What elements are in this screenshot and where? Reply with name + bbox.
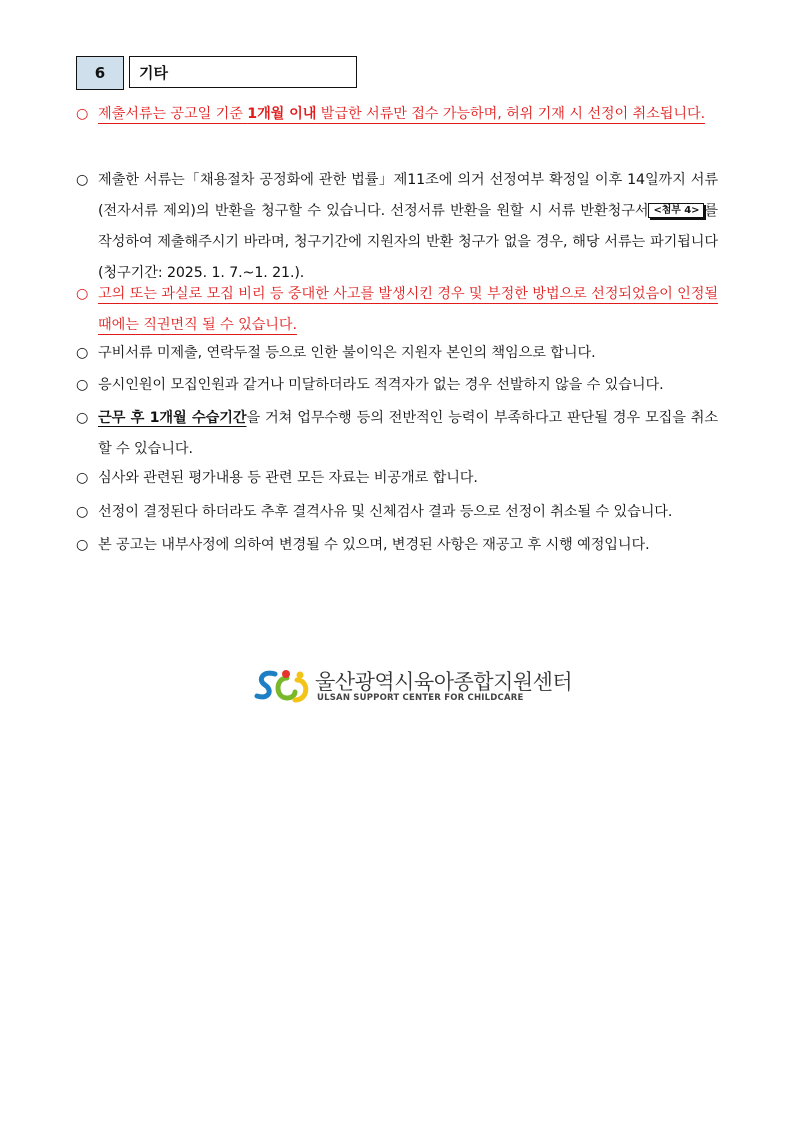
bullet-icon: ○ (76, 377, 89, 393)
center-logo (253, 666, 573, 708)
bullet-icon: ○ (76, 172, 89, 188)
section-number: 6 (76, 56, 124, 90)
list-item: ○ 구비서류 미제출, 연락두절 등으로 인한 불이익은 지원자 본인의 책임으로 합니다. (76, 338, 718, 369)
bullet-icon: ○ (76, 410, 89, 426)
bullet-icon: ○ (76, 106, 89, 122)
logo-subtitle: ULSAN SUPPORT CENTER FOR CHILDCARE (317, 693, 524, 703)
list-item: ○ 심사와 관련된 평가내용 등 관련 모든 자료는 비공개로 합니다. (76, 463, 718, 494)
logo-name: 울산광역시육아종합지원센터 (315, 670, 573, 694)
attachment-badge: <첨부 4> (648, 203, 704, 218)
list-item: ○ 고의 또는 과실로 모집 비리 등 중대한 사고를 발생시킨 경우 및 부정한 방법으로 선정되었음이 인정될 때에는 직권면직 될 수 있습니다. (76, 279, 718, 341)
bullet-icon: ○ (76, 537, 89, 553)
logo-mark-icon (253, 666, 311, 708)
bullet-icon: ○ (76, 345, 89, 361)
section-title: 기타 (129, 56, 357, 88)
bullet-icon: ○ (76, 504, 89, 520)
list-item: ○ 응시인원이 모집인원과 같거나 미달하더라도 적격자가 없는 경우 선발하지 않을 수 있습니다. (76, 370, 718, 401)
list-item: ○ 근무 후 1개월 수습기간을 거쳐 업무수행 등의 전반적인 능력이 부족하다고 판단될 경우 모집을 취소할 수 있습니다. (76, 403, 718, 465)
list-item: ○ 선정이 결정된다 하더라도 추후 결격사유 및 신체검사 결과 등으로 선정이 취소될 수 있습니다. (76, 497, 718, 528)
list-item: ○ 본 공고는 내부사정에 의하여 변경될 수 있으며, 변경된 사항은 재공고 후 시행 예정입니다. (76, 530, 718, 561)
bullet-icon: ○ (76, 470, 89, 486)
list-item: ○ 제출서류는 공고일 기준 1개월 이내 발급한 서류만 접수 가능하며, 허위 기재 시 선정이 취소됩니다. (76, 99, 718, 130)
list-item: ○ 제출한 서류는「채용절차 공정화에 관한 법률」제11조에 의거 선정여부 확정일 이후 14일까지 서류(전자서류 제외)의 반환을 청구할 수 있습니다. 선정서류 반환을 원할 시 서류 반환청구서 <첨부 4> 를 작성하여 제출해주시기 바라며, 청구기간에 지원자의 반환 청구가 없을 경우, 해당 서류는 파기됩니다(청구기간: 2025. 1. 7.~1. 21.). (76, 165, 718, 289)
bullet-icon: ○ (76, 286, 89, 302)
